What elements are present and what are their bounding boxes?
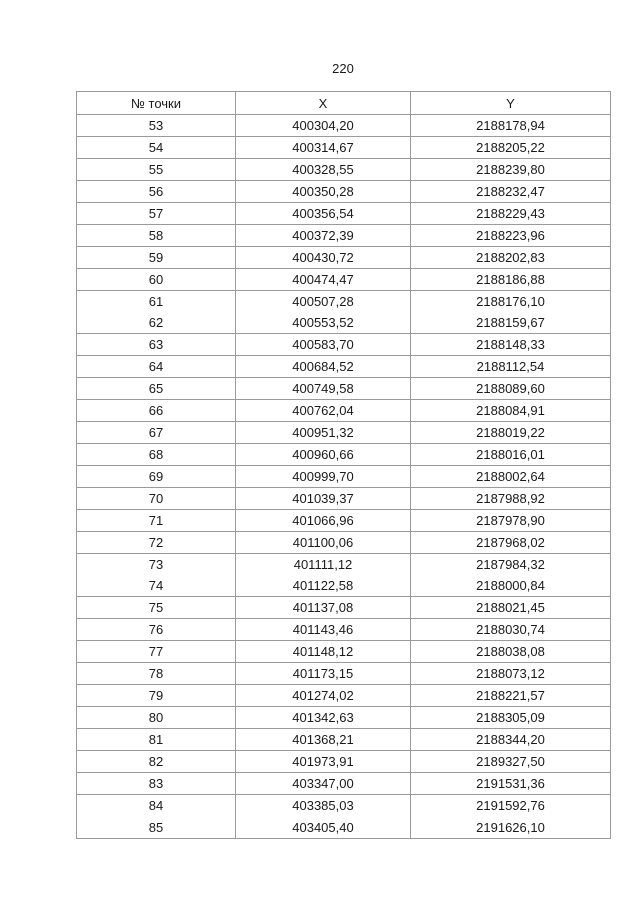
point-number-cell: 68 <box>77 444 236 466</box>
page-number: 220 <box>332 61 354 76</box>
point-number-cell: 65 <box>77 378 236 400</box>
table-row <box>77 400 611 422</box>
x-cell: 400749,58 <box>236 378 411 400</box>
table-row <box>77 137 611 159</box>
table-row <box>77 444 611 466</box>
table-row <box>77 707 611 729</box>
y-cell: 2188016,01 <box>411 444 611 466</box>
y-cell: 2188148,33 <box>411 334 611 356</box>
point-number-cell: 83 <box>77 773 236 795</box>
point-number-cell: 82 <box>77 751 236 773</box>
y-cell: 2188002,64 <box>411 466 611 488</box>
table-row <box>77 510 611 532</box>
y-cell: 2188176,10 <box>411 291 611 313</box>
table-row <box>77 356 611 378</box>
table-row <box>77 751 611 773</box>
y-cell: 2188112,54 <box>411 356 611 378</box>
table-row <box>77 291 611 313</box>
y-cell: 2187984,32 <box>411 554 611 576</box>
column-header-y: Y <box>411 92 611 115</box>
y-cell: 2188305,09 <box>411 707 611 729</box>
y-cell: 2188030,74 <box>411 619 611 641</box>
table-row <box>77 378 611 400</box>
x-cell: 400762,04 <box>236 400 411 422</box>
table-row <box>77 115 611 137</box>
table-row <box>77 816 611 839</box>
point-number-cell: 76 <box>77 619 236 641</box>
x-cell: 400951,32 <box>236 422 411 444</box>
x-cell: 400684,52 <box>236 356 411 378</box>
table-row <box>77 685 611 707</box>
y-cell: 2188229,43 <box>411 203 611 225</box>
x-cell: 400328,55 <box>236 159 411 181</box>
table-row <box>77 312 611 334</box>
x-cell: 400314,67 <box>236 137 411 159</box>
x-cell: 403405,40 <box>236 816 411 839</box>
x-cell: 401122,58 <box>236 575 411 597</box>
table-row <box>77 225 611 247</box>
y-cell: 2187978,90 <box>411 510 611 532</box>
x-cell: 401973,91 <box>236 751 411 773</box>
x-cell: 401148,12 <box>236 641 411 663</box>
x-cell: 401066,96 <box>236 510 411 532</box>
x-cell: 400304,20 <box>236 115 411 137</box>
y-cell: 2188089,60 <box>411 378 611 400</box>
point-number-cell: 61 <box>77 291 236 313</box>
point-number-cell: 79 <box>77 685 236 707</box>
x-cell: 400960,66 <box>236 444 411 466</box>
point-number-cell: 56 <box>77 181 236 203</box>
table-row <box>77 422 611 444</box>
y-cell: 2188178,94 <box>411 115 611 137</box>
point-number-cell: 69 <box>77 466 236 488</box>
table-row <box>77 729 611 751</box>
point-number-cell: 75 <box>77 597 236 619</box>
x-cell: 401100,06 <box>236 532 411 554</box>
point-number-cell: 63 <box>77 334 236 356</box>
table-header-row <box>77 92 611 115</box>
point-number-cell: 59 <box>77 247 236 269</box>
table-row <box>77 773 611 795</box>
point-number-cell: 64 <box>77 356 236 378</box>
y-cell: 2188221,57 <box>411 685 611 707</box>
x-cell: 401039,37 <box>236 488 411 510</box>
table-row <box>77 247 611 269</box>
point-number-cell: 54 <box>77 137 236 159</box>
table-row <box>77 203 611 225</box>
x-cell: 400553,52 <box>236 312 411 334</box>
y-cell: 2188202,83 <box>411 247 611 269</box>
point-number-cell: 53 <box>77 115 236 137</box>
table-row <box>77 466 611 488</box>
x-cell: 401368,21 <box>236 729 411 751</box>
x-cell: 400474,47 <box>236 269 411 291</box>
table-row <box>77 159 611 181</box>
point-number-cell: 77 <box>77 641 236 663</box>
y-cell: 2188073,12 <box>411 663 611 685</box>
x-cell: 401137,08 <box>236 597 411 619</box>
y-cell: 2188239,80 <box>411 159 611 181</box>
y-cell: 2188232,47 <box>411 181 611 203</box>
y-cell: 2188223,96 <box>411 225 611 247</box>
point-number-cell: 60 <box>77 269 236 291</box>
x-cell: 403385,03 <box>236 795 411 817</box>
x-cell: 403347,00 <box>236 773 411 795</box>
x-cell: 400350,28 <box>236 181 411 203</box>
x-cell: 401111,12 <box>236 554 411 576</box>
y-cell: 2188205,22 <box>411 137 611 159</box>
y-cell: 2188021,45 <box>411 597 611 619</box>
point-number-cell: 57 <box>77 203 236 225</box>
point-number-cell: 84 <box>77 795 236 817</box>
y-cell: 2188344,20 <box>411 729 611 751</box>
x-cell: 400583,70 <box>236 334 411 356</box>
table-row <box>77 575 611 597</box>
x-cell: 400356,54 <box>236 203 411 225</box>
table-row <box>77 181 611 203</box>
y-cell: 2187988,92 <box>411 488 611 510</box>
y-cell: 2191531,36 <box>411 773 611 795</box>
table-row <box>77 795 611 817</box>
y-cell: 2188186,88 <box>411 269 611 291</box>
point-number-cell: 80 <box>77 707 236 729</box>
point-number-cell: 78 <box>77 663 236 685</box>
y-cell: 2188000,84 <box>411 575 611 597</box>
x-cell: 401173,15 <box>236 663 411 685</box>
point-number-cell: 73 <box>77 554 236 576</box>
y-cell: 2188084,91 <box>411 400 611 422</box>
table-row <box>77 532 611 554</box>
table-row <box>77 663 611 685</box>
x-cell: 400999,70 <box>236 466 411 488</box>
table-row <box>77 641 611 663</box>
table-row <box>77 488 611 510</box>
y-cell: 2188159,67 <box>411 312 611 334</box>
point-number-cell: 85 <box>77 816 236 839</box>
x-cell: 400372,39 <box>236 225 411 247</box>
table-row <box>77 334 611 356</box>
table-row <box>77 597 611 619</box>
table-row <box>77 554 611 576</box>
point-number-cell: 62 <box>77 312 236 334</box>
y-cell: 2187968,02 <box>411 532 611 554</box>
column-header-x: X <box>236 92 411 115</box>
x-cell: 401274,02 <box>236 685 411 707</box>
x-cell: 400430,72 <box>236 247 411 269</box>
y-cell: 2188019,22 <box>411 422 611 444</box>
point-number-cell: 67 <box>77 422 236 444</box>
coordinates-table <box>76 91 611 839</box>
point-number-cell: 81 <box>77 729 236 751</box>
y-cell: 2191592,76 <box>411 795 611 817</box>
point-number-cell: 55 <box>77 159 236 181</box>
point-number-cell: 66 <box>77 400 236 422</box>
point-number-cell: 72 <box>77 532 236 554</box>
table-row <box>77 269 611 291</box>
y-cell: 2191626,10 <box>411 816 611 839</box>
column-header-point: № точки <box>77 92 236 115</box>
x-cell: 401342,63 <box>236 707 411 729</box>
table-row <box>77 619 611 641</box>
x-cell: 400507,28 <box>236 291 411 313</box>
point-number-cell: 71 <box>77 510 236 532</box>
point-number-cell: 70 <box>77 488 236 510</box>
y-cell: 2189327,50 <box>411 751 611 773</box>
point-number-cell: 74 <box>77 575 236 597</box>
point-number-cell: 58 <box>77 225 236 247</box>
y-cell: 2188038,08 <box>411 641 611 663</box>
x-cell: 401143,46 <box>236 619 411 641</box>
